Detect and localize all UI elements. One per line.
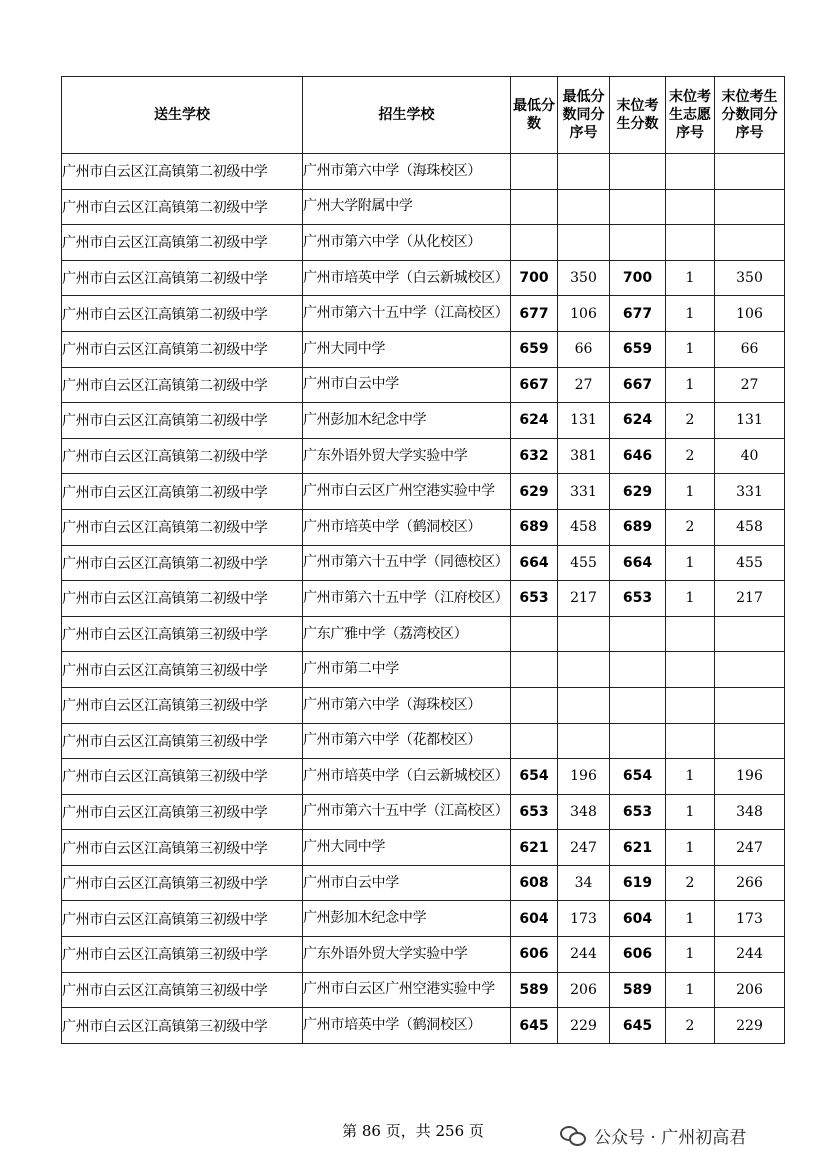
send-school-cell: 广州市白云区江高镇第三初级中学 (62, 687, 303, 723)
last-pref-cell: 1 (666, 367, 715, 403)
send-school-cell: 广州市白云区江高镇第二初级中学 (62, 154, 303, 190)
min-rank-cell: 106 (558, 296, 610, 332)
min-rank-cell: 348 (558, 794, 610, 830)
min-score-cell: 606 (511, 937, 558, 973)
min-rank-cell: 196 (558, 759, 610, 795)
min-rank-cell: 34 (558, 865, 610, 901)
watermark-text: 公众号 · 广州初高君 (594, 1128, 747, 1148)
send-school-cell: 广州市白云区江高镇第三初级中学 (62, 616, 303, 652)
last-pref-cell: 1 (666, 296, 715, 332)
recv-school-cell: 广州市第六中学（从化校区） (303, 225, 511, 261)
table-row (62, 972, 785, 1008)
last-score-cell (610, 652, 666, 688)
min-score-cell: 645 (511, 1008, 558, 1044)
recv-school-cell: 广东外语外贸大学实验中学 (303, 937, 511, 973)
last-rank-cell: 331 (715, 474, 785, 510)
table-row (62, 438, 785, 474)
last-score-cell: 664 (610, 545, 666, 581)
last-pref-cell: 1 (666, 581, 715, 617)
recv-school-cell: 广州市培英中学（鹤洞校区） (303, 1008, 511, 1044)
min-rank-cell: 173 (558, 901, 610, 937)
min-score-cell: 653 (511, 794, 558, 830)
last-score-cell: 700 (610, 260, 666, 296)
last-rank-cell: 106 (715, 296, 785, 332)
last-pref-cell (666, 652, 715, 688)
recv-school-cell: 广州市培英中学（鹤洞校区） (303, 509, 511, 545)
last-rank-cell: 173 (715, 901, 785, 937)
send-school-cell: 广州市白云区江高镇第三初级中学 (62, 830, 303, 866)
last-pref-cell: 1 (666, 331, 715, 367)
table-row (62, 189, 785, 225)
last-pref-cell (666, 154, 715, 190)
min-rank-cell: 455 (558, 545, 610, 581)
last-score-cell (610, 687, 666, 723)
min-score-cell (511, 154, 558, 190)
min-score-cell: 664 (511, 545, 558, 581)
min-rank-cell (558, 225, 610, 261)
last-pref-cell: 1 (666, 260, 715, 296)
send-school-cell: 广州市白云区江高镇第二初级中学 (62, 225, 303, 261)
header-last-score: 末位考生分数 (610, 77, 666, 154)
last-score-cell: 653 (610, 794, 666, 830)
last-rank-cell (715, 616, 785, 652)
last-score-cell: 629 (610, 474, 666, 510)
last-rank-cell (715, 154, 785, 190)
send-school-cell: 广州市白云区江高镇第二初级中学 (62, 438, 303, 474)
min-rank-cell (558, 154, 610, 190)
last-rank-cell (715, 189, 785, 225)
min-rank-cell (558, 189, 610, 225)
min-rank-cell: 131 (558, 403, 610, 439)
last-score-cell: 624 (610, 403, 666, 439)
table-row (62, 260, 785, 296)
recv-school-cell: 广州市第六中学（海珠校区） (303, 154, 511, 190)
recv-school-cell: 广州市第六中学（海珠校区） (303, 687, 511, 723)
send-school-cell: 广州市白云区江高镇第二初级中学 (62, 189, 303, 225)
last-rank-cell: 458 (715, 509, 785, 545)
min-rank-cell: 217 (558, 581, 610, 617)
last-pref-cell: 1 (666, 937, 715, 973)
send-school-cell: 广州市白云区江高镇第三初级中学 (62, 937, 303, 973)
table-row (62, 901, 785, 937)
last-score-cell: 667 (610, 367, 666, 403)
send-school-cell: 广州市白云区江高镇第三初级中学 (62, 652, 303, 688)
last-rank-cell: 206 (715, 972, 785, 1008)
last-score-cell (610, 225, 666, 261)
last-pref-cell: 2 (666, 865, 715, 901)
recv-school-cell: 广州市白云区广州空港实验中学 (303, 474, 511, 510)
last-rank-cell: 244 (715, 937, 785, 973)
min-score-cell (511, 687, 558, 723)
send-school-cell: 广州市白云区江高镇第二初级中学 (62, 331, 303, 367)
last-score-cell: 604 (610, 901, 666, 937)
min-rank-cell: 247 (558, 830, 610, 866)
last-score-cell: 654 (610, 759, 666, 795)
table-row (62, 474, 785, 510)
last-score-cell: 589 (610, 972, 666, 1008)
send-school-cell: 广州市白云区江高镇第三初级中学 (62, 865, 303, 901)
table-row (62, 794, 785, 830)
send-school-cell: 广州市白云区江高镇第二初级中学 (62, 296, 303, 332)
recv-school-cell: 广州市第二中学 (303, 652, 511, 688)
last-score-cell (610, 189, 666, 225)
last-rank-cell (715, 687, 785, 723)
send-school-cell: 广州市白云区江高镇第三初级中学 (62, 972, 303, 1008)
last-rank-cell: 131 (715, 403, 785, 439)
min-score-cell (511, 616, 558, 652)
table-row (62, 687, 785, 723)
last-score-cell: 677 (610, 296, 666, 332)
header-send-school: 送生学校 (62, 77, 303, 154)
min-score-cell: 604 (511, 901, 558, 937)
recv-school-cell: 广州市白云中学 (303, 367, 511, 403)
last-rank-cell (715, 225, 785, 261)
send-school-cell: 广州市白云区江高镇第三初级中学 (62, 723, 303, 759)
last-rank-cell: 348 (715, 794, 785, 830)
recv-school-cell: 广州市第六十五中学（同德校区） (303, 545, 511, 581)
min-score-cell: 608 (511, 865, 558, 901)
page-number: 第 86 页，共 256 页 (342, 1122, 484, 1140)
table-row (62, 367, 785, 403)
last-pref-cell: 1 (666, 545, 715, 581)
last-score-cell: 689 (610, 509, 666, 545)
min-score-cell: 621 (511, 830, 558, 866)
last-pref-cell (666, 616, 715, 652)
last-pref-cell: 2 (666, 403, 715, 439)
send-school-cell: 广州市白云区江高镇第二初级中学 (62, 581, 303, 617)
recv-school-cell: 广州大同中学 (303, 331, 511, 367)
last-pref-cell: 1 (666, 759, 715, 795)
min-score-cell: 700 (511, 260, 558, 296)
table-body (62, 154, 785, 1044)
last-rank-cell: 229 (715, 1008, 785, 1044)
last-score-cell (610, 616, 666, 652)
table-row (62, 937, 785, 973)
recv-school-cell: 广州市第六中学（花都校区） (303, 723, 511, 759)
last-pref-cell: 1 (666, 830, 715, 866)
recv-school-cell: 广州大学附属中学 (303, 189, 511, 225)
min-score-cell: 624 (511, 403, 558, 439)
min-rank-cell: 27 (558, 367, 610, 403)
send-school-cell: 广州市白云区江高镇第三初级中学 (62, 794, 303, 830)
admission-table (61, 76, 785, 1044)
last-pref-cell: 2 (666, 1008, 715, 1044)
last-pref-cell: 1 (666, 794, 715, 830)
header-min-score: 最低分数 (511, 77, 558, 154)
recv-school-cell: 广东外语外贸大学实验中学 (303, 438, 511, 474)
recv-school-cell: 广州大同中学 (303, 830, 511, 866)
last-rank-cell: 455 (715, 545, 785, 581)
min-score-cell: 654 (511, 759, 558, 795)
table-row (62, 723, 785, 759)
table-row (62, 759, 785, 795)
min-score-cell (511, 189, 558, 225)
last-pref-cell: 2 (666, 438, 715, 474)
send-school-cell: 广州市白云区江高镇第二初级中学 (62, 509, 303, 545)
last-rank-cell (715, 652, 785, 688)
table-row (62, 545, 785, 581)
last-rank-cell (715, 723, 785, 759)
last-pref-cell (666, 687, 715, 723)
last-pref-cell: 1 (666, 474, 715, 510)
last-score-cell: 621 (610, 830, 666, 866)
table-row (62, 652, 785, 688)
min-rank-cell: 381 (558, 438, 610, 474)
table-row (62, 830, 785, 866)
table-row (62, 331, 785, 367)
send-school-cell: 广州市白云区江高镇第三初级中学 (62, 759, 303, 795)
last-rank-cell: 217 (715, 581, 785, 617)
min-rank-cell (558, 652, 610, 688)
send-school-cell: 广州市白云区江高镇第二初级中学 (62, 260, 303, 296)
min-rank-cell (558, 616, 610, 652)
send-school-cell: 广州市白云区江高镇第三初级中学 (62, 1008, 303, 1044)
recv-school-cell: 广州市白云区广州空港实验中学 (303, 972, 511, 1008)
last-score-cell: 619 (610, 865, 666, 901)
min-score-cell: 589 (511, 972, 558, 1008)
last-pref-cell (666, 189, 715, 225)
last-rank-cell: 350 (715, 260, 785, 296)
table-row (62, 225, 785, 261)
table-row (62, 509, 785, 545)
min-score-cell: 689 (511, 509, 558, 545)
min-rank-cell: 66 (558, 331, 610, 367)
min-score-cell: 629 (511, 474, 558, 510)
min-rank-cell: 458 (558, 509, 610, 545)
send-school-cell: 广州市白云区江高镇第二初级中学 (62, 367, 303, 403)
watermark (560, 1123, 746, 1148)
last-pref-cell: 1 (666, 901, 715, 937)
table-header-row (62, 77, 785, 154)
recv-school-cell: 广州市白云中学 (303, 865, 511, 901)
min-score-cell: 667 (511, 367, 558, 403)
last-rank-cell: 40 (715, 438, 785, 474)
header-min-rank: 最低分数同分序号 (558, 77, 610, 154)
min-rank-cell: 229 (558, 1008, 610, 1044)
last-rank-cell: 247 (715, 830, 785, 866)
recv-school-cell: 广州市第六十五中学（江府校区） (303, 581, 511, 617)
min-score-cell (511, 723, 558, 759)
header-last-rank: 末位考生分数同分序号 (715, 77, 785, 154)
min-score-cell (511, 652, 558, 688)
send-school-cell: 广州市白云区江高镇第二初级中学 (62, 474, 303, 510)
min-rank-cell: 244 (558, 937, 610, 973)
recv-school-cell: 广州市培英中学（白云新城校区） (303, 260, 511, 296)
min-rank-cell: 331 (558, 474, 610, 510)
send-school-cell: 广州市白云区江高镇第二初级中学 (62, 403, 303, 439)
recv-school-cell: 广州彭加木纪念中学 (303, 403, 511, 439)
send-school-cell: 广州市白云区江高镇第三初级中学 (62, 901, 303, 937)
last-rank-cell: 27 (715, 367, 785, 403)
last-rank-cell: 66 (715, 331, 785, 367)
table-row (62, 296, 785, 332)
last-score-cell: 645 (610, 1008, 666, 1044)
min-score-cell: 659 (511, 331, 558, 367)
recv-school-cell: 广东广雅中学（荔湾校区） (303, 616, 511, 652)
min-score-cell: 677 (511, 296, 558, 332)
min-rank-cell (558, 687, 610, 723)
last-pref-cell: 1 (666, 972, 715, 1008)
table-row (62, 403, 785, 439)
header-last-pref: 末位考生志愿序号 (666, 77, 715, 154)
last-rank-cell: 196 (715, 759, 785, 795)
last-score-cell (610, 723, 666, 759)
last-score-cell: 653 (610, 581, 666, 617)
last-score-cell (610, 154, 666, 190)
last-score-cell: 659 (610, 331, 666, 367)
header-recv-school: 招生学校 (303, 77, 511, 154)
last-pref-cell (666, 225, 715, 261)
table-row (62, 154, 785, 190)
send-school-cell: 广州市白云区江高镇第二初级中学 (62, 545, 303, 581)
last-pref-cell: 2 (666, 509, 715, 545)
recv-school-cell: 广州市第六十五中学（江高校区） (303, 296, 511, 332)
min-score-cell: 632 (511, 438, 558, 474)
recv-school-cell: 广州市培英中学（白云新城校区） (303, 759, 511, 795)
min-rank-cell: 206 (558, 972, 610, 1008)
table-row (62, 865, 785, 901)
last-rank-cell: 266 (715, 865, 785, 901)
min-score-cell (511, 225, 558, 261)
min-rank-cell (558, 723, 610, 759)
recv-school-cell: 广州彭加木纪念中学 (303, 901, 511, 937)
table-row (62, 1008, 785, 1044)
min-rank-cell: 350 (558, 260, 610, 296)
last-pref-cell (666, 723, 715, 759)
table-row (62, 581, 785, 617)
recv-school-cell: 广州市第六十五中学（江高校区） (303, 794, 511, 830)
min-score-cell: 653 (511, 581, 558, 617)
last-score-cell: 646 (610, 438, 666, 474)
wechat-icon (560, 1126, 586, 1146)
last-score-cell: 606 (610, 937, 666, 973)
table-row (62, 616, 785, 652)
